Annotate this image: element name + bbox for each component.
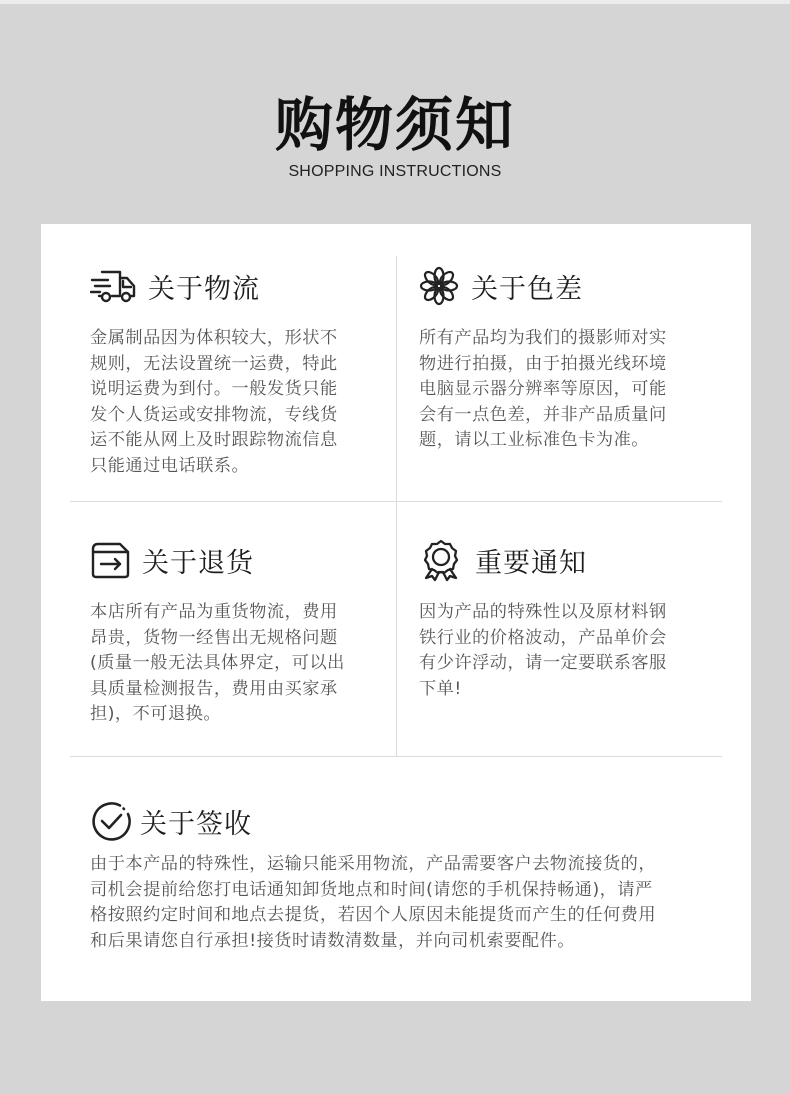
section-returns-text: 本店所有产品为重货物流，费用 昂贵，货物一经售出无规格问题 (质量一般无法具体界定，可以出 具质量检测报告，费用由买家承 担)，不可退换。 — [90, 602, 345, 724]
column-divider-middle — [396, 502, 397, 756]
section-color-text: 所有产品均为我们的摄影师对实 物进行拍摄，由于拍摄光线环境 电脑显示器分辨率等原因，可能 会有一点色差，并非产品质量问 题，请以工业标准色卡为准。 — [419, 328, 667, 450]
section-important-notice — [419, 538, 739, 748]
section-logistics-text: 金属制品因为体积较大，形状不 规则，无法设置统一运费，特此 说明运费为到付。一般发货只能 发个人货运或安排物流，专线货 运不能从网上及时跟踪物流信息 只能通过电话联系。 — [90, 328, 338, 476]
page-title: 购物须知 — [274, 91, 515, 159]
award-badge-icon — [419, 538, 467, 582]
section-signing-header — [90, 799, 252, 843]
section-color-header — [419, 264, 583, 308]
section-logistics-header — [90, 264, 260, 308]
section-notice-title: 重要通知 — [475, 547, 587, 579]
column-divider-top — [396, 256, 397, 501]
check-circle-icon — [90, 799, 138, 843]
section-returns-title: 关于退货 — [142, 547, 254, 579]
row-divider-2 — [70, 756, 722, 757]
color-flower-icon — [419, 264, 467, 308]
section-signing — [90, 799, 730, 979]
section-signing-text: 由于本产品的特殊性，运输只能采用物流，产品需要客户去物流接货的， 司机会提前给您打电话通知卸货地点和时间(请您的手机保持畅通)，请严 格按照约定时间和地点去提货，若因个人原因未能提货而产生的任何费用 和后果请您自行承担!接货时请数清数量，并向司机索要配件。 — [90, 854, 657, 951]
page-subtitle: SHOPPING INSTRUCTIONS — [288, 163, 502, 180]
return-box-icon — [90, 538, 138, 582]
section-logistics — [90, 264, 390, 484]
section-notice-header — [419, 538, 587, 582]
section-signing-title: 关于签收 — [140, 808, 252, 840]
instructions-card — [41, 224, 751, 1001]
section-notice-text: 因为产品的特殊性以及原材料钢 铁行业的价格波动，产品单价会 有少许浮动，请一定要联系客服 下单! — [419, 602, 667, 699]
section-returns — [90, 538, 390, 748]
section-color-difference — [419, 264, 739, 484]
section-color-title: 关于色差 — [471, 273, 583, 305]
section-logistics-title: 关于物流 — [148, 273, 260, 305]
delivery-truck-icon — [90, 264, 138, 308]
section-returns-header — [90, 538, 254, 582]
